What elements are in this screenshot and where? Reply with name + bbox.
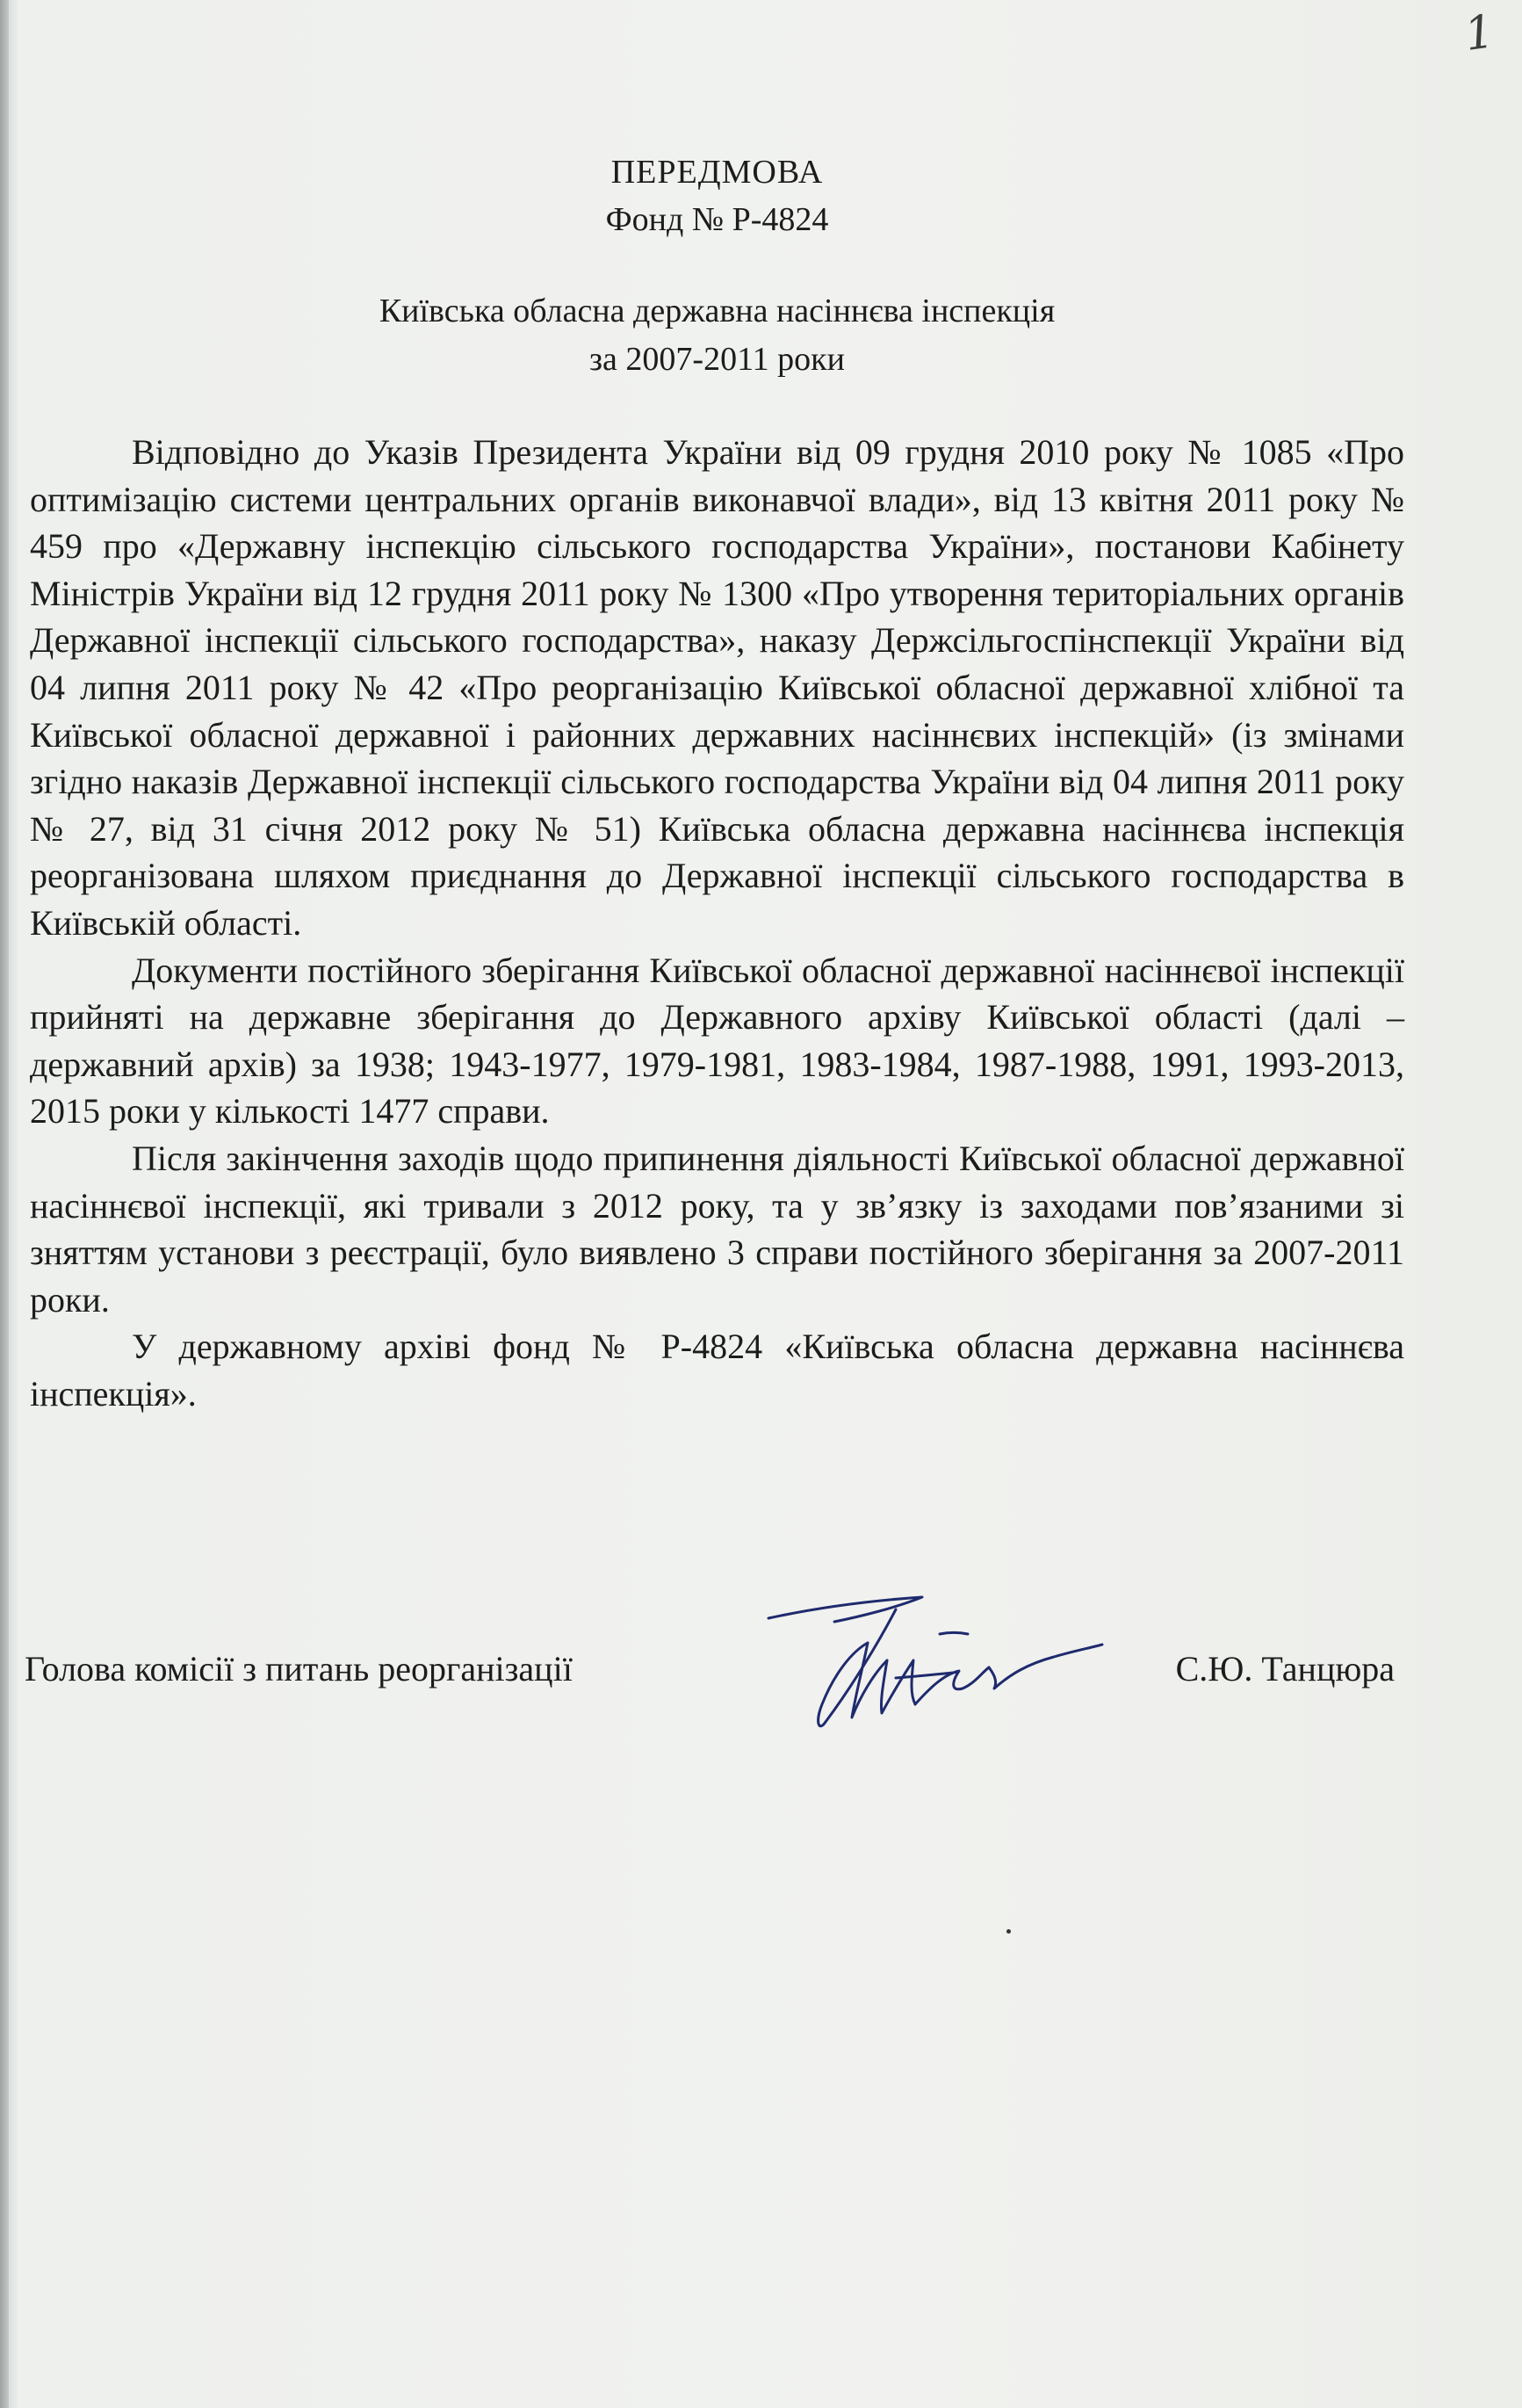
fond-number: Фонд № Р-4824 xyxy=(605,201,829,238)
handwritten-signature xyxy=(764,1590,1107,1739)
preface-body xyxy=(30,429,1404,1417)
paragraph: Після закінчення заходів щодо припинення діяльності Київської обласної державної насіннєвої інспекції, які тривали з 2012 року, та у зв’язку із заходами пов’язаними зі зняттям установи з реєстрації, було виявлено 3 справи постійного зберігання за 2007-2011 роки. xyxy=(30,1138,1404,1320)
handwritten-page-number: 1 xyxy=(1461,4,1498,62)
paragraph: Відповідно до Указів Президента України від 09 грудня 2010 року № 1085 «Про оптимізацію системи центральних органів виконавчої влади», від 13 квітня 2011 року № 459 про «Державну інспекцію сільського господарства України», постанови Кабінету Міністрів України від 12 грудня 2011 року № 1300 «Про утворення територіальних органів Державної інспекції сільського господарства», наказу Держсільгоспінспекції України від 04 липня 2011 року № 42 «Про реорганізацію Київської обласної державної хлібної та Київської обласної державної і районних державних насіннєвих інспекцій» (із змінами згідно наказів Державної інспекції сільського господарства України від 04 липня 2011 року № 27, від 31 січня 2012 року № 51) Київська обласна державна насіннєва інспекція реорганізована шляхом приєднання до Державної інспекції сільського господарства в Київській області. xyxy=(30,432,1404,943)
period: за 2007-2011 роки xyxy=(589,341,845,378)
stray-mark xyxy=(1006,1929,1011,1934)
paragraph: У державному архіві фонд № Р-4824 «Київська обласна державна насіннєва інспекція». xyxy=(30,1327,1404,1414)
signature-block xyxy=(25,1645,1395,1697)
signatory-name: С.Ю. Танцюра xyxy=(1175,1649,1395,1688)
paragraph: Документи постійного зберігання Київської обласної державної насіннєвої інспекції прийняті на державне зберігання до Державного архіву Київської області (далі – державний архів) за 1938; 1943-1977, 1979-1981, 1983-1984, 1987-1988, 1991, 1993-2013, 2015 роки у кількості 1477 справи. xyxy=(30,950,1404,1132)
signatory-position: Голова комісії з питань реорганізації xyxy=(25,1649,573,1688)
document-heading: ПЕРЕДМОВА xyxy=(610,154,824,191)
organization-name: Київська обласна державна насіннєва інспекція xyxy=(379,293,1056,329)
